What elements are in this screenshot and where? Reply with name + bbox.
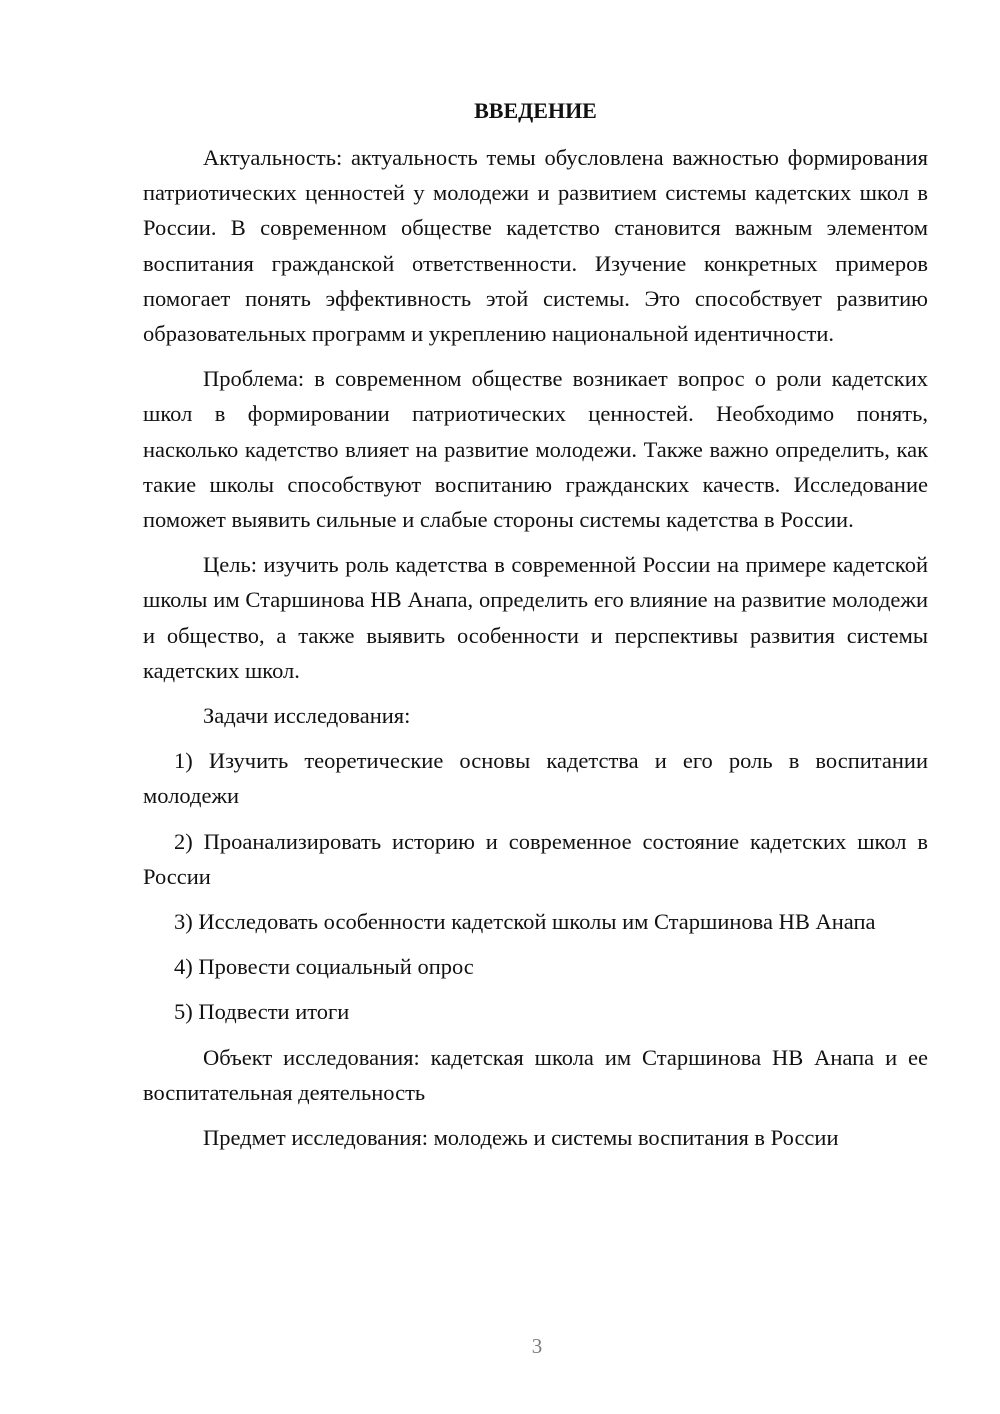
tasks-title: Задачи исследования: [203, 703, 411, 729]
task-item-3: 3) Исследовать особенности кадетской школы им Старшинова НВ Анапа [174, 909, 876, 935]
section-heading: ВВЕДЕНИЕ [474, 98, 597, 123]
paragraph-goal: Цель: изучить роль кадетства в современной России на примере кадетской школы им Старшинова НВ Анапа, определить его влияние на развитие молодежи и общество, а также выявить особенности и перспективы развития системы кадетских школ. [143, 552, 928, 683]
task-item-5: 5) Подвести итоги [174, 999, 350, 1025]
paragraph-subject: Предмет исследования: молодежь и системы воспитания в России [203, 1125, 839, 1151]
paragraph-problem: Проблема: в современном обществе возникает вопрос о роли кадетских школ в формировании патриотических ценностей. Необходимо понять, насколько кадетство влияет на развитие молодежи. Также важно определить, как такие школы способствуют воспитанию гражданских качеств. Исследование поможет выявить сильные и слабые стороны системы кадетства в России. [143, 366, 928, 533]
task-item-2: 2) Проанализировать историю и современное состояние кадетских школ в России [143, 828, 928, 889]
paragraph-relevance: Актуальность: актуальность темы обусловлена важностью формирования патриотических ценностей у молодежи и развитием системы кадетских школ в России. В современном обществе кадетство становится важным элементом воспитания гражданской ответственности. Изучение конкретных примеров помогает понять эффективность этой системы. Это способствует развитию образовательных программ и укреплению национальной идентичности. [143, 145, 928, 347]
paragraph-object: Объект исследования: кадетская школа им Старшинова НВ Анапа и ее воспитательная деятельность [143, 1044, 928, 1105]
task-item-4: 4) Провести социальный опрос [174, 954, 474, 980]
page-content [143, 96, 928, 1155]
task-item-1: 1) Изучить теоретические основы кадетства и его роль в воспитании молодежи [143, 748, 928, 809]
page-number: 3 [531, 1334, 543, 1358]
